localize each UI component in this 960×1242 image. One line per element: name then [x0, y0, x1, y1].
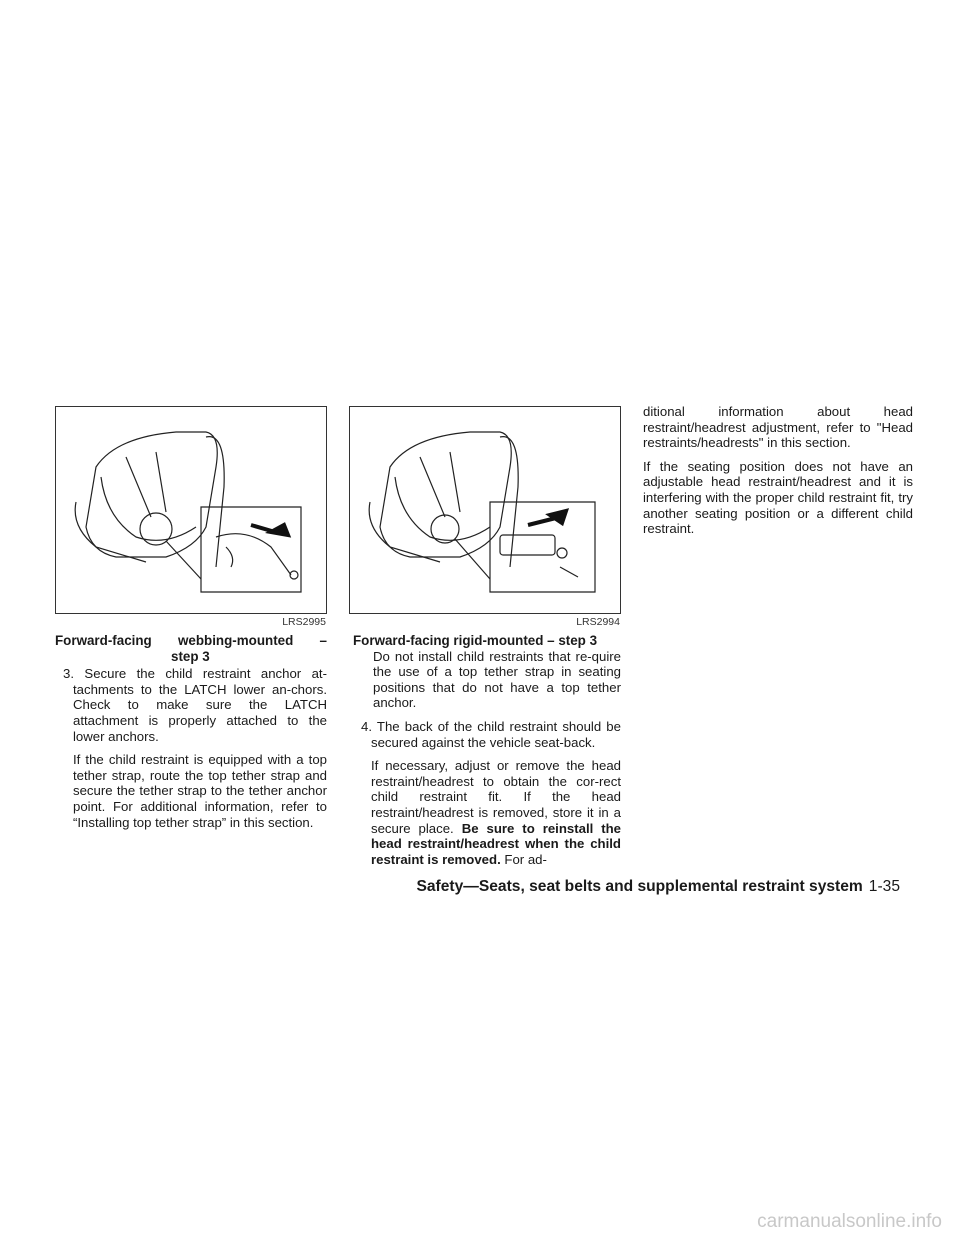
- caption-line2: step 3: [171, 648, 210, 664]
- list-text: The back of the child restraint should be secured against the vehicle seat-back.: [371, 718, 621, 750]
- child-seat-illustration: [56, 407, 327, 614]
- paragraph: [353, 758, 621, 867]
- list-number: 4.: [361, 718, 372, 734]
- figure-rigid-mounted: [349, 406, 621, 614]
- figure-caption-middle: Forward-facing rigid-mounted – step 3: [353, 633, 598, 648]
- paragraph: If the seating position does not have an adjustable head restraint/headrest and it is interfering with the proper child restraint fit, try another seating position or a different child restraint.: [643, 458, 913, 537]
- page-footer: [416, 878, 900, 896]
- paragraph: If the child restraint is equipped with a top tether strap, route the top tether strap and secure the tether strap to the tether anchor point. For additional information, refer to “Installing top tether strap” in this section.: [73, 752, 327, 830]
- paragraph: ditional information about head restraint/headrest adjustment, refer to "Head restraints/headrests" in this section.: [643, 404, 913, 451]
- paragraph: Do not install child restraints that re-quire the use of a top tether strap in seating positions that do not have a top tether anchor.: [373, 648, 621, 711]
- text: For ad-: [504, 851, 547, 867]
- figure-webbing-mounted: [55, 406, 327, 614]
- caption-line1: Forward-facing webbing-mounted –: [55, 633, 327, 648]
- list-text: Secure the child restraint anchor at-tachments to the LATCH lower an-chors. Check to make sure the LATCH attachment is properly attached to the lower anchors.: [73, 666, 327, 744]
- page-number: 1-35: [868, 878, 900, 895]
- figure-code-left: LRS2995: [282, 616, 326, 628]
- list-item-4: [353, 719, 621, 750]
- column-2: [353, 633, 621, 867]
- list-number: 3.: [63, 666, 74, 682]
- text: If necessary, adjust or remove the head restraint/headrest to obtain the cor-rect child restraint fit. If the head restraint/headrest is removed, store it in a secure place.: [371, 758, 621, 836]
- warning-text: Be sure to reinstall the head restraint/headrest when the child restraint is removed.: [371, 820, 622, 867]
- list-item-3: [55, 666, 327, 744]
- section-title: Safety—Seats, seat belts and supplemental restraint system: [416, 878, 863, 895]
- figure-code-middle: LRS2994: [576, 616, 620, 628]
- watermark: carmanualsonline.info: [757, 1211, 942, 1232]
- column-3: [643, 404, 913, 537]
- child-seat-rigid-illustration: [350, 407, 621, 614]
- column-1: [55, 633, 327, 830]
- figure-caption-left: [55, 633, 327, 664]
